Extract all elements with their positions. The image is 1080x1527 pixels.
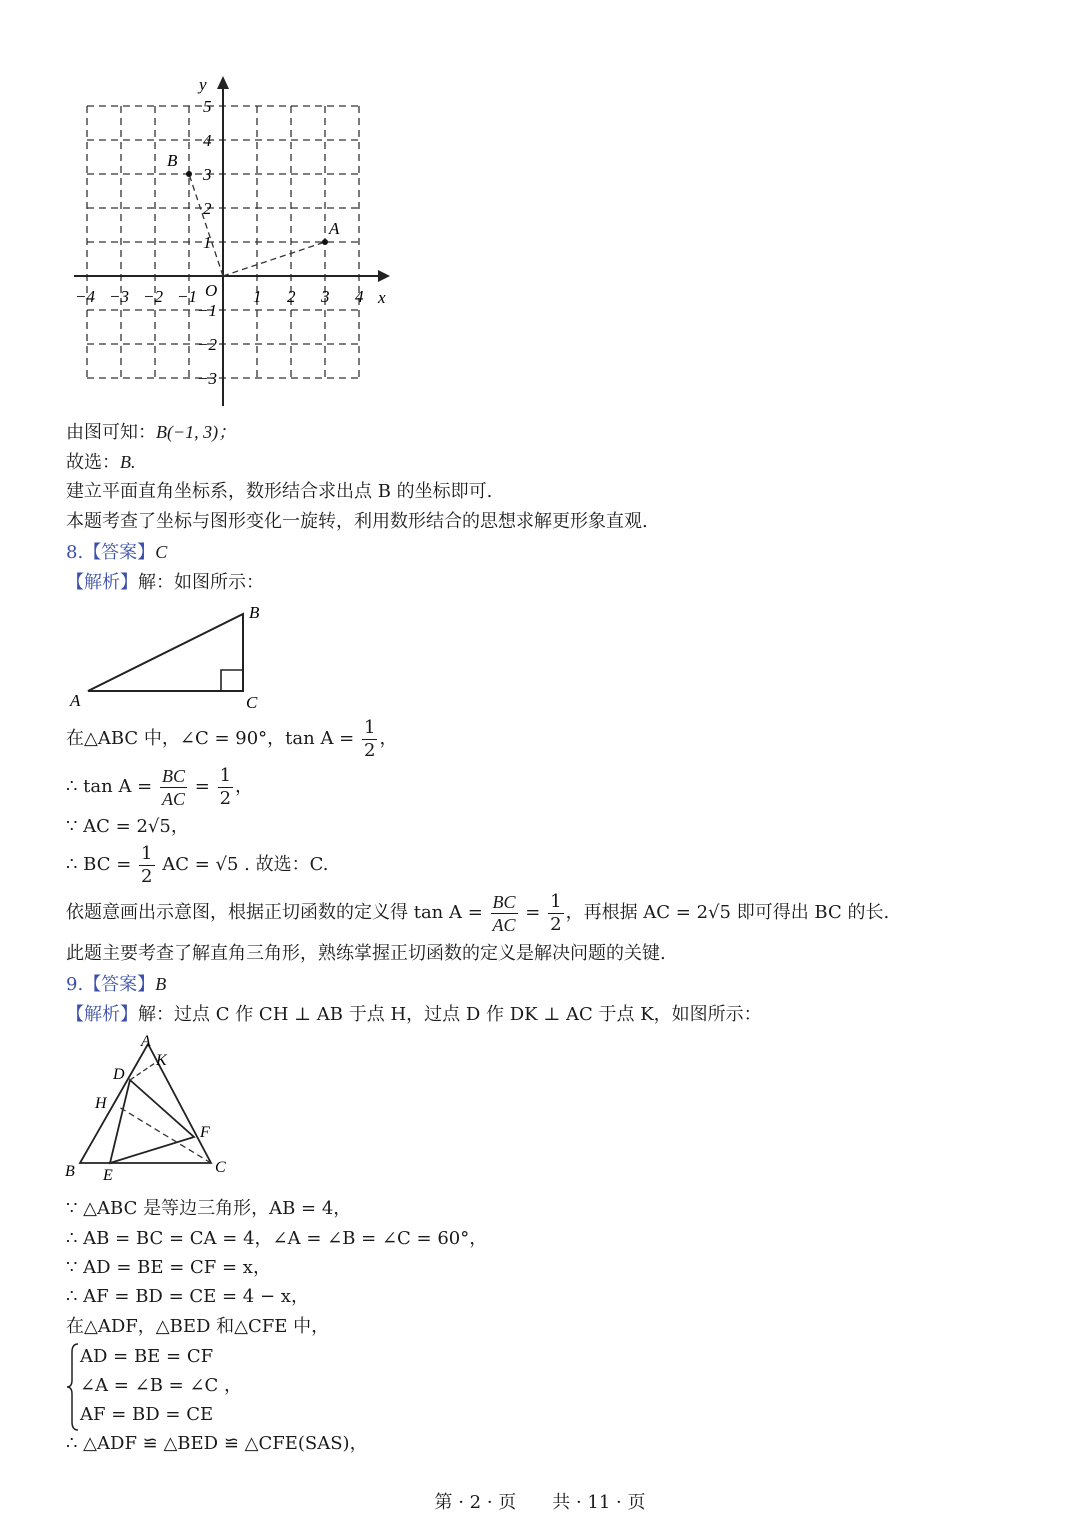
q9-line-1: ∵ △ABC 是等边三角形，AB = 4， — [66, 1198, 352, 1219]
vertex-b-label: B — [65, 1163, 75, 1180]
q7-line-1: 由图可知：B(−1, 3)； — [66, 422, 237, 443]
segment-dk — [130, 1061, 158, 1080]
point-b-label: B — [167, 151, 178, 170]
vertex-a-label: A — [70, 691, 81, 710]
q8-line-4: ∴ BC = $\frac{1}{2}$ AC = √5 . 故选：C. — [66, 842, 329, 887]
vertex-h-label: H — [95, 1095, 107, 1112]
y-tick-label: 1 — [203, 233, 212, 252]
y-tick-label: −2 — [197, 335, 217, 354]
point-a-label: A — [329, 219, 340, 238]
q7-line-4: 本题考查了坐标与图形变化一旋转，利用数形结合的思想求解更形象直观. — [66, 511, 648, 532]
y-tick-label: 5 — [203, 97, 212, 116]
q9-line-3: ∵ AD = BE = CF = x， — [66, 1257, 271, 1278]
triangle-def — [110, 1080, 194, 1163]
q8-line-1: 在△ABC 中，∠C = 90°，tan A = $\frac{1}{2}$ ， — [66, 716, 398, 761]
fraction-bc-ac: $\frac{BC}{AC}$ — [492, 891, 516, 935]
right-triangle-figure — [66, 598, 276, 713]
q8-line-3: ∵ AC = 2√5， — [66, 816, 189, 837]
fraction-bc-ac: $\frac{BC}{AC}$ — [162, 765, 186, 809]
x-axis-label: x — [378, 288, 386, 307]
vertex-c-label: C — [246, 693, 258, 712]
page-footer: 第 · 2 · 页 共 · 11 · 页 — [434, 1492, 646, 1513]
q8-line-2: ∴ tan A = $\frac{BC}{AC}$ = $\frac{1}{2}$ ， — [66, 764, 254, 809]
y-axis-arrow — [217, 76, 229, 89]
y-tick-label: 2 — [203, 199, 212, 218]
x-tick-label: −1 — [177, 287, 197, 306]
vertex-k-label: K — [156, 1052, 167, 1069]
q9-line-4: ∴ AF = BD = CE = 4 − x， — [66, 1286, 309, 1307]
q9-answer-line: 9.【答案】B — [66, 974, 167, 995]
q9-line-5: 在△ADF，△BED 和△CFE 中， — [66, 1316, 330, 1337]
q7-line-2: 故选：B. — [66, 452, 136, 473]
vertex-b-label: B — [249, 603, 260, 622]
system-row-2: ∠A = ∠B = ∠C ， — [80, 1375, 243, 1396]
q8-analysis-line: 【解析】解：如图所示： — [66, 572, 264, 593]
point-a — [322, 239, 328, 245]
system-row-3: AF = BD = CE — [80, 1404, 214, 1425]
segment-ob — [189, 174, 223, 276]
equilateral-triangle-figure — [62, 1030, 242, 1180]
fraction-one-half: $\frac{1}{2}$ — [219, 764, 232, 809]
q8-line-5: 依题意画出示意图，根据正切函数的定义得 tan A = $\frac{BC}{AC}$ = $\frac{1}{2}$ ，再根据 AC = 2√5 即可得出 BC 的长. — [66, 890, 890, 935]
origin-label: O — [205, 281, 218, 300]
system-row-1: AD = BE = CF — [80, 1346, 214, 1367]
fraction-one-half: $\frac{1}{2}$ — [550, 890, 562, 935]
x-axis-arrow — [378, 270, 390, 282]
y-tick-label: 4 — [203, 131, 212, 150]
q9-line-2: ∴ AB = BC = CA = 4，∠A = ∠B = ∠C = 60°， — [66, 1228, 488, 1249]
fraction-one-half: $\frac{1}{2}$ — [141, 842, 153, 887]
x-tick-label: −4 — [75, 287, 95, 306]
left-brace — [66, 1342, 80, 1432]
fraction-one-half: $\frac{1}{2}$ — [364, 716, 376, 761]
y-axis-label: y — [199, 75, 207, 94]
point-b — [186, 171, 192, 177]
x-tick-label: −3 — [109, 287, 129, 306]
right-angle-mark — [221, 670, 243, 691]
x-tick-label: 2 — [287, 287, 296, 306]
q7-line-3: 建立平面直角坐标系，数形结合求出点 B 的坐标即可. — [66, 481, 493, 502]
x-tick-label: 4 — [355, 287, 364, 306]
vertex-e-label: E — [103, 1167, 113, 1180]
x-tick-label: 3 — [321, 287, 330, 306]
q9-line-6: ∴ △ADF ≌ △BED ≌ △CFE(SAS)， — [66, 1433, 368, 1454]
x-tick-label: 1 — [253, 287, 262, 306]
q8-answer-line: 8.【答案】C — [66, 542, 168, 563]
vertex-d-label: D — [113, 1066, 125, 1083]
vertex-a-label: A — [141, 1033, 151, 1050]
q9-analysis-line: 【解析】解：过点 C 作 CH ⊥ AB 于点 H，过点 D 作 DK ⊥ AC 于点 K，如图所示： — [66, 1004, 762, 1025]
y-tick-label: −3 — [197, 369, 217, 388]
triangle-abc — [88, 614, 243, 691]
q8-line-6: 此题主要考查了解直角三角形，熟练掌握正切函数的定义是解决问题的关键. — [66, 943, 666, 964]
equation-system — [66, 1342, 386, 1432]
y-tick-label: 3 — [203, 165, 212, 184]
segment-oa — [223, 242, 325, 276]
vertex-c-label: C — [215, 1159, 226, 1176]
x-tick-label: −2 — [143, 287, 163, 306]
segment-ch — [119, 1107, 211, 1163]
vertex-f-label: F — [200, 1124, 210, 1141]
coordinate-graph — [66, 70, 406, 410]
y-tick-label: −1 — [197, 301, 217, 320]
